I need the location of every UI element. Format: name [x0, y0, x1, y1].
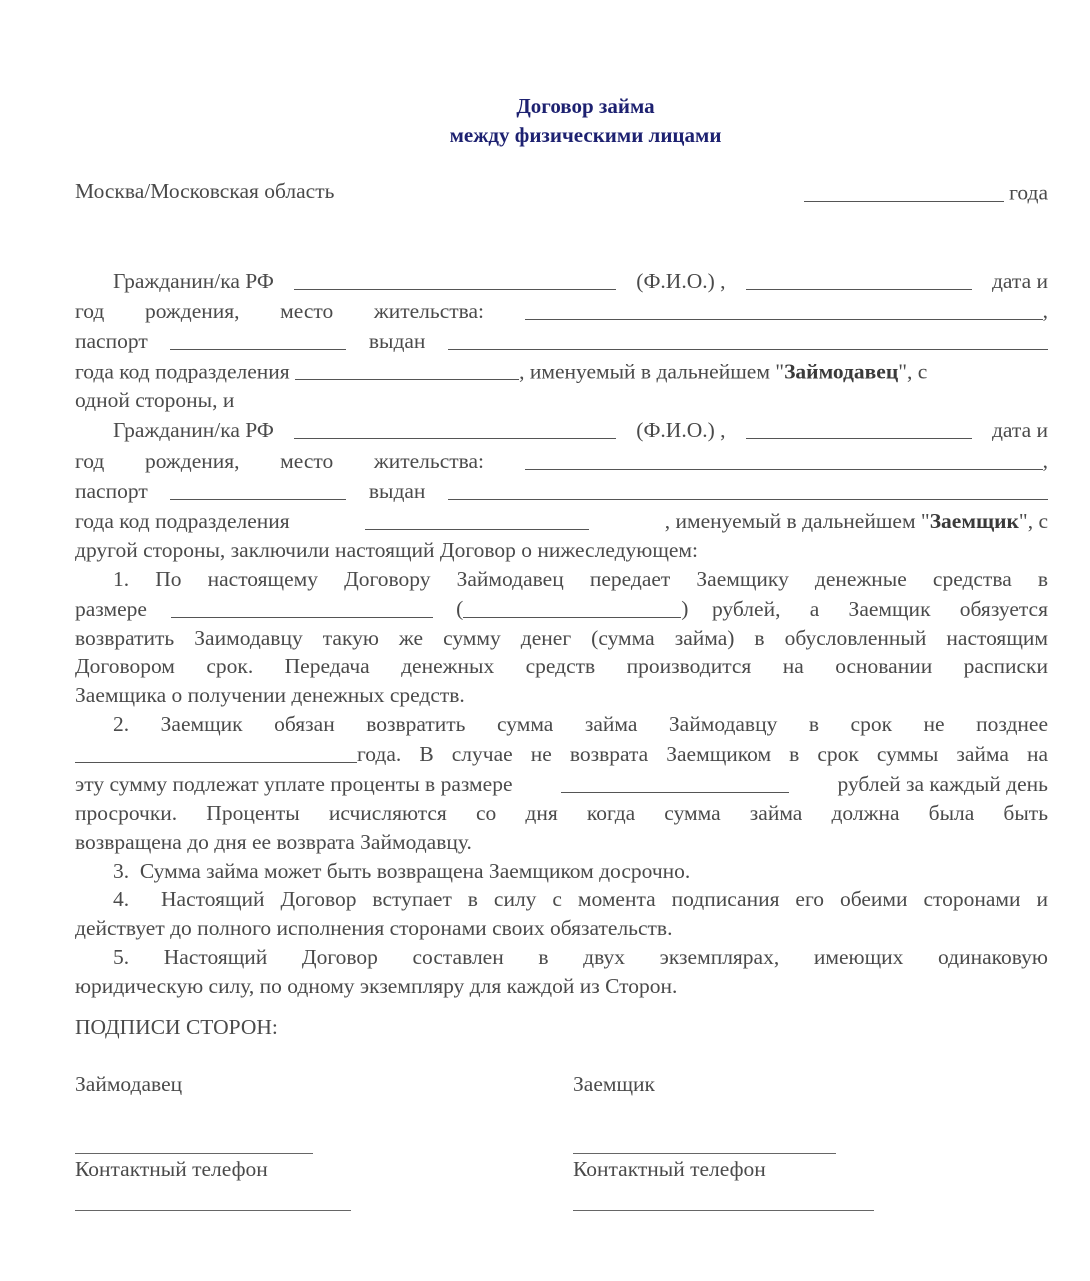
passport-label: паспорт — [75, 329, 148, 353]
text: рождения, — [144, 298, 240, 323]
text: ( — [456, 596, 464, 621]
dept-code-label: года код подразделения — [75, 359, 290, 384]
clause-1-line-4: Договором срок. Передача денежных средств производится на основании расписки — [75, 654, 1048, 679]
party2-line-4 — [75, 506, 1048, 536]
clause-1-line-2 — [75, 593, 1048, 623]
text: , — [1042, 298, 1048, 323]
clause-2-line-3 — [75, 769, 1048, 799]
party1-birthdate-blank[interactable] — [746, 267, 972, 290]
clause-1-line-5: Заемщика о получении денежных средств. — [75, 683, 465, 707]
loan-amount-words-blank[interactable] — [463, 595, 681, 618]
party1-issued-by-blank[interactable] — [448, 328, 1048, 351]
text: место — [280, 448, 334, 473]
party1-fio-blank[interactable] — [294, 267, 616, 290]
penalty-amount-blank[interactable] — [561, 771, 789, 794]
party1-line-5: одной стороны, и — [75, 388, 235, 412]
passport-label: паспорт — [75, 478, 148, 503]
date-suffix: года — [1009, 180, 1048, 205]
contract-body — [75, 265, 1048, 1000]
borrower-signature-label: Заемщик — [573, 1072, 655, 1096]
citizen-label: Гражданин/ка РФ — [113, 268, 274, 293]
dept-code-label: года код подразделения — [75, 509, 290, 533]
text: рублей, а Заемщик обязуется — [711, 596, 1048, 621]
clause-3: 3. Сумма займа может быть возвращена Заемщиком досрочно. — [113, 858, 691, 883]
text: эту сумму подлежат уплате проценты в размере — [75, 772, 513, 797]
borrower-role: Заемщик — [929, 509, 1019, 533]
clause-5-line-2: юридическую силу, по одному экземпляру для каждой из Сторон. — [75, 973, 678, 998]
birthdate-label: дата и — [991, 268, 1048, 293]
party1-dept-code-blank[interactable] — [295, 358, 519, 381]
party2-line-1 — [75, 415, 1048, 445]
residence-label: жительства: — [373, 298, 485, 323]
clause-2-line-4: просрочки. Проценты исчисляются со дня когда сумма займа должна была быть — [75, 801, 1048, 825]
party1-line-1 — [75, 265, 1048, 295]
title-line-2: между физическими лицами — [449, 123, 722, 147]
date-blank[interactable] — [804, 179, 1004, 202]
party2-dept-code-blank[interactable] — [365, 508, 589, 531]
text: , именуемый в дальнейшем " — [519, 359, 785, 384]
lender-phone-label: Контактный телефон — [75, 1157, 268, 1181]
fio-label: (Ф.И.О.) , — [636, 418, 726, 443]
party2-residence-blank[interactable] — [525, 447, 1043, 470]
party1-line-2 — [75, 295, 1048, 325]
party2-issued-by-blank[interactable] — [448, 477, 1048, 500]
party2-line-5: другой стороны, заключили настоящий Договор о нижеследующем: — [75, 537, 699, 562]
clause-2-line-5: возвращена до дня ее возврата Займодавцу. — [75, 829, 472, 854]
clause-1-line-3: возвратить Заимодавцу такую же сумму денег (сумма займа) в обусловленный настоящим — [75, 625, 1048, 650]
text: год — [75, 448, 105, 473]
text: ", с — [898, 359, 928, 384]
signatures-heading: ПОДПИСИ СТОРОН: — [75, 1015, 278, 1039]
clause-4-line-1: 4. Настоящий Договор вступает в силу с момента подписания его обеими сторонами и — [113, 887, 1048, 912]
clause-4-line-2: действует до полного исполнения сторонами своих обязательств. — [75, 916, 673, 940]
party2-fio-blank[interactable] — [294, 417, 616, 440]
text: рублей за каждый день — [837, 772, 1048, 797]
text: год — [75, 298, 105, 323]
date-field — [804, 177, 1048, 208]
lender-signature-line[interactable] — [75, 1153, 313, 1154]
repayment-date-blank[interactable] — [75, 741, 357, 764]
residence-label: жительства: — [373, 448, 485, 473]
clause-5-line-1: 5. Настоящий Договор составлен в двух экземплярах, имеющих одинаковую — [113, 944, 1048, 969]
title-line-1: Договор займа — [516, 94, 655, 118]
text: ", с — [1018, 509, 1048, 533]
text: ) — [681, 596, 689, 621]
borrower-phone-label: Контактный телефон — [573, 1157, 766, 1181]
party1-residence-blank[interactable] — [525, 297, 1043, 320]
document-title — [75, 92, 1048, 150]
citizen-label: Гражданин/ка РФ — [113, 418, 274, 443]
text: , — [1042, 448, 1048, 473]
text: года. В случае не возврата Заемщиком в срок суммы займа на — [357, 742, 1048, 766]
party2-line-3 — [75, 475, 1048, 505]
party2-passport-blank[interactable] — [170, 477, 346, 500]
text: , именуемый в дальнейшем " — [664, 509, 930, 533]
clause-2-line-2 — [75, 739, 1048, 769]
borrower-signature-line[interactable] — [573, 1153, 836, 1154]
text: место — [280, 298, 334, 323]
birthdate-label: дата и — [991, 418, 1048, 443]
clause-1-line-1: 1. По настоящему Договору Займодавец передает Заемщику денежные средства в — [113, 566, 1048, 591]
fio-label: (Ф.И.О.) , — [636, 268, 726, 293]
lender-role: Займодавец — [784, 359, 899, 384]
party1-line-3 — [75, 326, 1048, 356]
party1-line-4 — [75, 356, 1048, 386]
text: рождения, — [144, 448, 240, 473]
party2-birthdate-blank[interactable] — [746, 417, 972, 440]
city-text: Москва/Московская область — [75, 179, 335, 203]
clause-2-line-1: 2. Заемщик обязан возвратить сумма займа Займодавцу в срок не позднее — [113, 711, 1048, 736]
party1-passport-blank[interactable] — [170, 328, 346, 351]
loan-amount-blank[interactable] — [171, 595, 433, 618]
issued-label: выдан — [368, 329, 426, 353]
issued-label: выдан — [368, 478, 426, 503]
lender-signature-label: Займодавец — [75, 1072, 183, 1096]
party2-line-2 — [75, 445, 1048, 475]
lender-phone-line[interactable] — [75, 1210, 351, 1211]
amount-label: размере — [75, 596, 147, 621]
borrower-phone-line[interactable] — [573, 1210, 874, 1211]
